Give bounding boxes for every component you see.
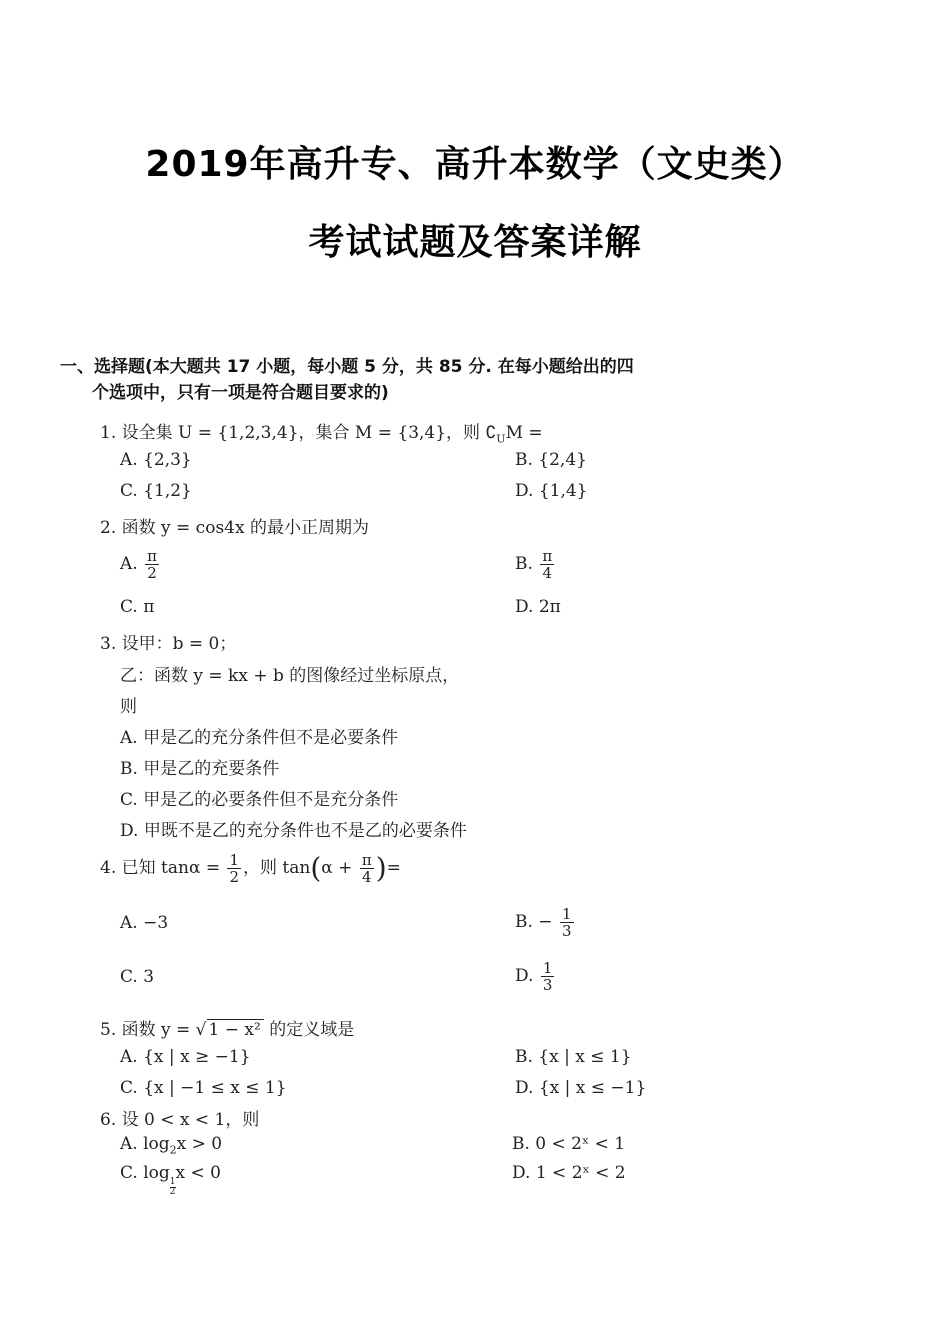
question-1-option-a: A. {2,3} xyxy=(120,450,192,470)
question-1-option-d: D. {1,4} xyxy=(515,481,588,501)
question-6-option-d: D. 1 < 2ˣ < 2 xyxy=(512,1163,626,1183)
question-3-stem-line3: 则 xyxy=(120,697,137,717)
fraction: $\frac{\pi}{4}$ xyxy=(542,547,553,582)
page-subtitle: 考试试题及答案详解 xyxy=(308,222,642,263)
fraction: $\frac{1}{3}$ xyxy=(561,905,572,940)
question-2-option-c: C. π xyxy=(120,597,155,617)
question-6-option-a: A. $\log_2x > 0$ xyxy=(120,1134,223,1157)
question-4-option-a: A. −3 xyxy=(120,913,169,933)
question-6-option-c: C. log $\frac{1}{2}$ x < 0 xyxy=(120,1163,221,1197)
question-1-option-b: B. {2,4} xyxy=(515,450,587,470)
question-2-option-d: D. 2π xyxy=(515,597,561,617)
fraction: $\frac{1}{3}$ xyxy=(542,959,553,994)
fraction: $\frac{1}{2}$ xyxy=(169,1177,176,1197)
question-3-stem-line1: 3. 设甲：b = 0； xyxy=(100,634,237,654)
question-3-stem-line2: 乙：函数 y = kx + b 的图像经过坐标原点， xyxy=(120,666,460,686)
section-heading-line1: 一、选择题(本大题共 17 小题，每小题 5 分，共 85 分. 在每小题给出的四 xyxy=(60,357,634,377)
fraction: $\frac{\pi}{2}$ xyxy=(147,547,157,582)
question-4-option-b: B. − $\frac{1}{3}$ xyxy=(515,905,572,940)
question-4-option-d: D. $\frac{1}{3}$ xyxy=(515,959,553,994)
question-1-option-c: C. {1,2} xyxy=(120,481,192,501)
question-2-option-b: B. $\frac{\pi}{4}$ xyxy=(515,547,553,582)
question-6-stem: 6. 设 0 < x < 1，则 xyxy=(100,1110,260,1130)
question-3-option-a: A. 甲是乙的充分条件但不是必要条件 xyxy=(120,728,399,748)
question-5-option-b: B. {x | x ≤ 1} xyxy=(515,1047,632,1067)
page-title: 2019年高升专、高升本数学（文史类） xyxy=(145,144,805,185)
question-2-option-a: A. $\frac{\pi}{2}$ xyxy=(120,547,157,582)
section-heading-line2: 个选项中，只有一项是符合题目要求的) xyxy=(92,383,389,403)
question-4-stem: 4. 已知 tanα = $\frac{1}{2}$ ，则 tan(α + $\frac{\pi}{4}$ )= xyxy=(100,851,401,886)
question-5-option-d: D. {x | x ≤ −1} xyxy=(515,1078,647,1098)
question-5-option-a: A. {x | x ≥ −1} xyxy=(120,1047,251,1067)
question-6-option-b: B. 0 < 2ˣ < 1 xyxy=(512,1134,626,1154)
question-3-option-d: D. 甲既不是乙的充分条件也不是乙的必要条件 xyxy=(120,821,467,841)
question-3-option-c: C. 甲是乙的必要条件但不是充分条件 xyxy=(120,790,399,810)
question-5-option-c: C. {x | −1 ≤ x ≤ 1} xyxy=(120,1078,287,1098)
question-1-stem: 1. 设全集 U = {1,2,3,4}，集合 M = {3,4}，则 $∁_UM$ = xyxy=(100,423,543,446)
question-5-stem: 5. 函数 y = √ 1 − x² 的定义域是 xyxy=(100,1020,355,1040)
fraction: $\frac{1}{2}$ xyxy=(229,851,240,886)
question-3-option-b: B. 甲是乙的充要条件 xyxy=(120,759,280,779)
question-4-option-c: C. 3 xyxy=(120,967,155,987)
question-2-stem: 2. 函数 y = cos4x 的最小正周期为 xyxy=(100,518,369,538)
fraction: $\frac{\pi}{4}$ xyxy=(361,851,372,886)
